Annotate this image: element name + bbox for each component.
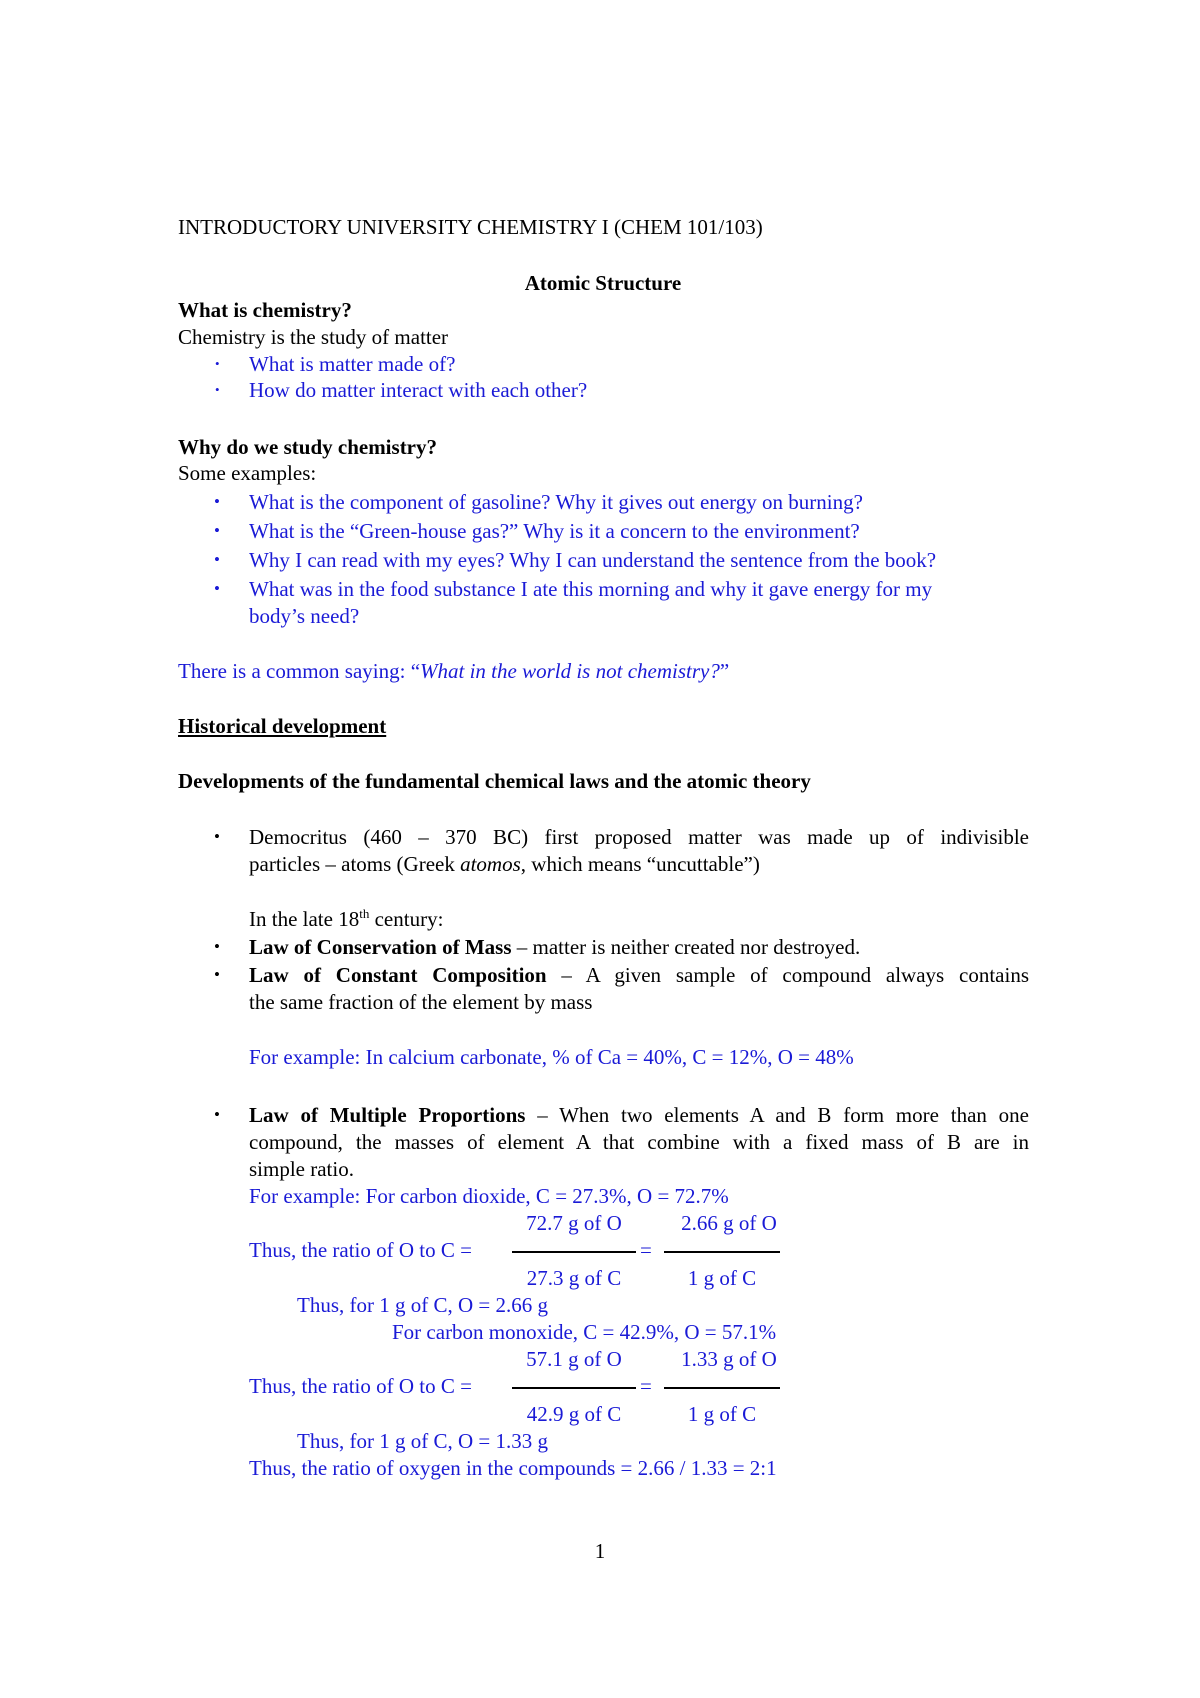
- multiple-term: Law of Multiple Proportions: [249, 1103, 526, 1127]
- bullet-icon: •: [214, 827, 220, 846]
- conservation-text: – matter is neither created nor destroyed.: [511, 935, 861, 959]
- result-line: Thus, for 1 g of C, O = 2.66 g: [297, 1293, 548, 1317]
- why-study-item: What is the “Green-house gas?” Why is it a concern to the environment?: [249, 519, 860, 543]
- bullet-icon: •: [215, 382, 220, 397]
- why-study-item: What is the component of gasoline? Why it gives out energy on burning?: [249, 490, 863, 514]
- fraction-numerator: 1.33 g of O: [681, 1347, 777, 1371]
- bullet-icon: •: [214, 579, 220, 598]
- fraction-numerator: 57.1 g of O: [526, 1347, 622, 1371]
- multiple-example2: For carbon monoxide, C = 42.9%, O = 57.1%: [392, 1320, 777, 1344]
- fraction-bar: [512, 1251, 636, 1253]
- constant-example: For example: In calcium carbonate, % of Ca = 40%, C = 12%, O = 48%: [249, 1045, 854, 1069]
- why-study-intro: Some examples:: [178, 461, 317, 485]
- why-study-item: body’s need?: [249, 604, 360, 628]
- multiple-law: [249, 1102, 1029, 1128]
- result-line: Thus, for 1 g of C, O = 1.33 g: [297, 1429, 548, 1453]
- why-study-heading: Why do we study chemistry?: [178, 435, 438, 459]
- what-is-item: How do matter interact with each other?: [249, 378, 588, 402]
- saying-suffix: ”: [719, 659, 730, 683]
- late-century-prefix: In the late 18: [249, 907, 360, 931]
- democritus-line2: [249, 851, 760, 877]
- bullet-icon: •: [214, 492, 220, 511]
- constant-law: [249, 962, 1029, 988]
- historical-heading: Historical development: [178, 714, 387, 738]
- fraction-numerator: 72.7 g of O: [526, 1211, 622, 1235]
- multiple-example1: For example: For carbon dioxide, C = 27.3%, O = 72.7%: [249, 1184, 729, 1208]
- fraction-denominator: 42.9 g of C: [526, 1402, 622, 1426]
- democritus-line1: Democritus (460 – 370 BC) first proposed matter was made up of indivisible: [249, 825, 1029, 849]
- late-century-suffix: century:: [369, 907, 444, 931]
- democritus-prefix: particles – atoms (Greek: [249, 852, 461, 876]
- bullet-icon: •: [214, 550, 220, 569]
- conservation-term: Law of Conservation of Mass: [249, 935, 512, 959]
- common-saying: [178, 658, 729, 684]
- developments-heading: Developments of the fundamental chemical laws and the atomic theory: [178, 769, 811, 793]
- bullet-icon: •: [214, 521, 220, 540]
- late-century-sup: th: [359, 906, 370, 921]
- bullet-icon: •: [214, 965, 220, 984]
- fraction-denominator: 1 g of C: [687, 1402, 757, 1426]
- ratio-label: Thus, the ratio of O to C =: [249, 1374, 472, 1398]
- democritus-suffix: , which means “uncuttable”): [520, 852, 760, 876]
- conclusion-line: Thus, the ratio of oxygen in the compounds = 2.66 / 1.33 = 2:1: [249, 1456, 777, 1480]
- saying-prefix: There is a common saying: “: [178, 659, 421, 683]
- fraction-bar: [664, 1387, 780, 1389]
- bullet-icon: •: [214, 1105, 220, 1124]
- ratio-label: Thus, the ratio of O to C =: [249, 1238, 472, 1262]
- constant-text: – A given sample of compound always contains: [546, 963, 1029, 987]
- multiple-text: – When two elements A and B form more than one: [525, 1103, 1029, 1127]
- democritus-term: atomos: [460, 852, 521, 876]
- section-title: Atomic Structure: [524, 271, 682, 295]
- bullet-icon: •: [215, 356, 220, 371]
- multiple-line3: simple ratio.: [249, 1157, 354, 1181]
- constant-term: Law of Constant Composition: [249, 963, 547, 987]
- saying-quote: What in the world is not chemistry?: [420, 659, 720, 683]
- equals-sign: =: [640, 1238, 652, 1262]
- equals-sign: =: [640, 1374, 652, 1398]
- constant-line2: the same fraction of the element by mass: [249, 990, 593, 1014]
- page-number: 1: [594, 1539, 606, 1563]
- fraction-numerator: 2.66 g of O: [681, 1211, 777, 1235]
- why-study-item: What was in the food substance I ate this morning and why it gave energy for my: [249, 577, 933, 601]
- late-century: [249, 906, 443, 932]
- fraction-bar: [664, 1251, 780, 1253]
- what-is-item: What is matter made of?: [249, 352, 456, 376]
- what-is-intro: Chemistry is the study of matter: [178, 325, 449, 349]
- course-title: INTRODUCTORY UNIVERSITY CHEMISTRY I (CHEM 101/103): [178, 215, 763, 239]
- multiple-line2: compound, the masses of element A that combine with a fixed mass of B are in: [249, 1130, 1029, 1154]
- fraction-bar: [512, 1387, 636, 1389]
- fraction-denominator: 1 g of C: [687, 1266, 757, 1290]
- why-study-item: Why I can read with my eyes? Why I can understand the sentence from the book?: [249, 548, 937, 572]
- bullet-icon: •: [214, 937, 220, 956]
- fraction-denominator: 27.3 g of C: [526, 1266, 622, 1290]
- conservation-law: [249, 934, 860, 960]
- what-is-heading: What is chemistry?: [178, 298, 352, 322]
